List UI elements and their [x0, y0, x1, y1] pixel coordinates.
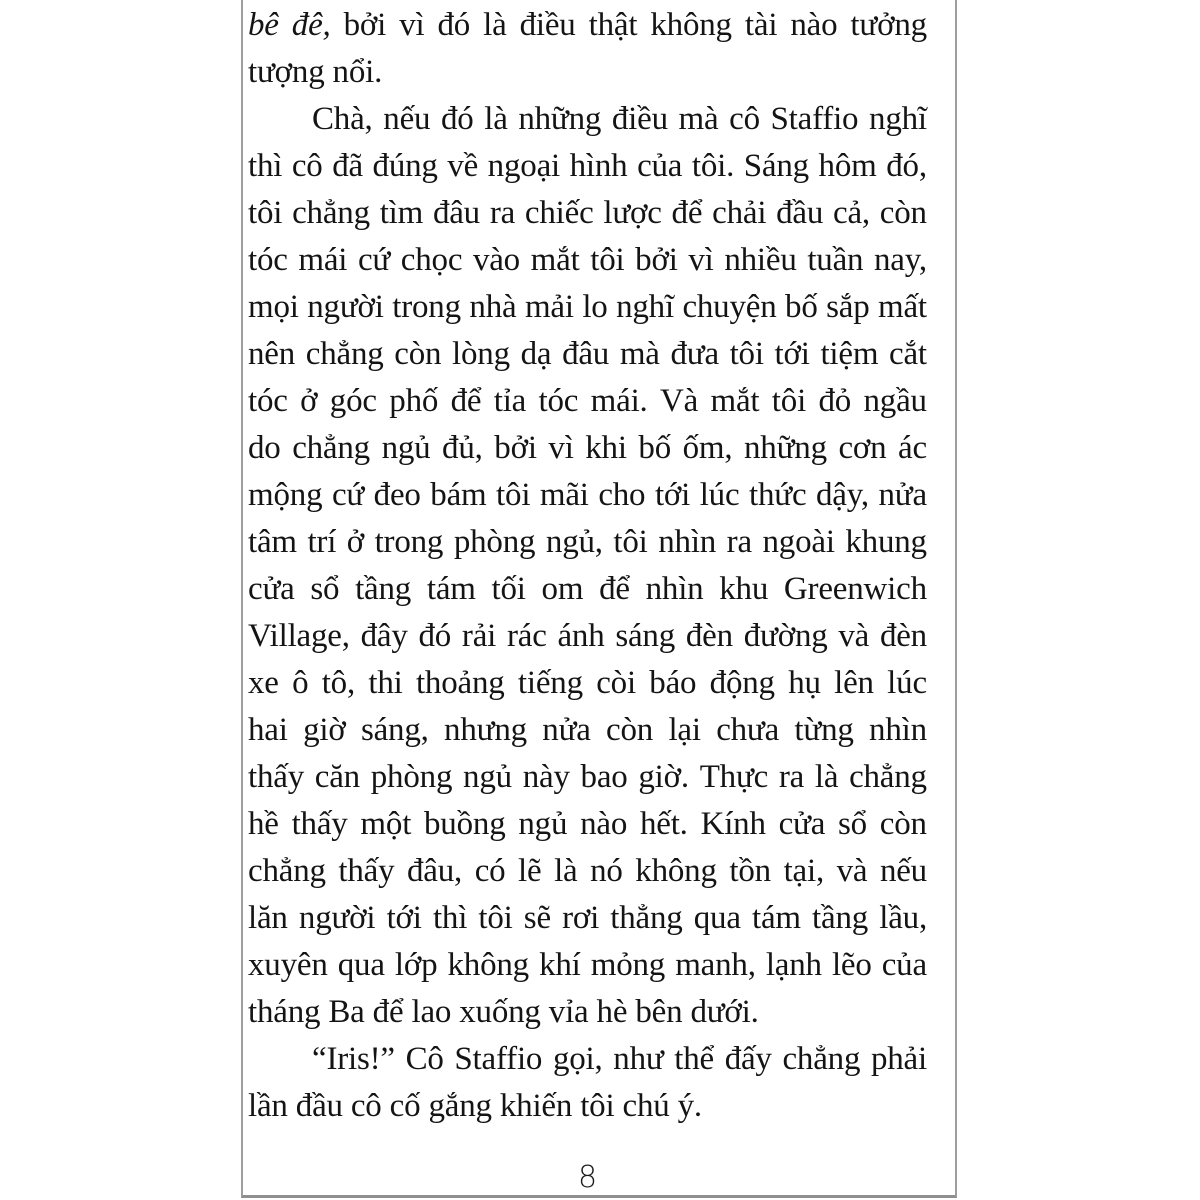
body-text — [248, 2, 927, 1130]
word: phòng — [453, 524, 536, 560]
word: rác — [506, 618, 547, 654]
word: trí — [307, 524, 337, 560]
word: mắt — [710, 383, 760, 419]
word: bố — [638, 430, 672, 466]
word: thức — [748, 477, 807, 513]
text-line — [248, 237, 927, 284]
word: đã — [332, 148, 363, 184]
word: thấy — [248, 759, 305, 795]
word: ánh — [557, 618, 605, 654]
word: mà — [678, 101, 719, 137]
word: vì — [688, 242, 714, 278]
word: cắt — [889, 336, 927, 372]
text-line — [248, 2, 927, 49]
word: về — [447, 148, 479, 184]
word: đâu, — [407, 853, 463, 889]
word: nửa — [878, 477, 927, 513]
word: nào — [790, 7, 838, 43]
word: chưa — [716, 712, 780, 748]
text-line — [248, 331, 927, 378]
word: Greenwich — [783, 571, 927, 607]
word: lúc — [699, 477, 740, 513]
word: còn — [879, 195, 927, 231]
word: phải — [870, 1041, 927, 1077]
word: qua — [337, 947, 385, 983]
word: người — [298, 900, 376, 936]
word: báo — [649, 665, 697, 701]
word: cứ — [331, 477, 365, 513]
word: do — [248, 430, 281, 466]
word: bởi — [343, 7, 387, 43]
word: lạnh — [765, 947, 822, 983]
word: nghĩ — [869, 101, 927, 137]
word: ra — [778, 759, 805, 795]
word: lòng — [452, 336, 510, 372]
word: tô, — [321, 665, 356, 701]
word: lo — [582, 289, 608, 325]
word: thật — [588, 7, 638, 43]
word: tầng — [812, 900, 869, 936]
word: thấy — [291, 806, 348, 842]
word: tóc — [538, 383, 579, 419]
word: Chà, — [312, 101, 373, 137]
word: hình — [569, 148, 628, 184]
word: mọi — [248, 289, 299, 325]
text-line — [248, 848, 927, 895]
word: lớp — [394, 947, 438, 983]
word: mải — [524, 289, 574, 325]
word: tiếng — [517, 665, 583, 701]
word: ngủ — [463, 759, 512, 795]
word: chẳng — [292, 195, 370, 231]
word: thấy — [338, 853, 395, 889]
word: ra — [489, 195, 516, 231]
word: manh, — [675, 947, 756, 983]
word: từng — [794, 712, 854, 748]
word: rải — [461, 618, 497, 654]
word: đường — [743, 618, 828, 654]
word: sổ — [838, 806, 867, 842]
word: bố — [785, 289, 818, 325]
word: cho — [598, 477, 646, 513]
text-line — [248, 472, 927, 519]
word: ác — [898, 430, 927, 466]
word: đỏ — [818, 383, 852, 419]
word: tuần — [807, 242, 864, 278]
text-line — [248, 49, 927, 96]
word: mỏng — [590, 947, 666, 983]
word: để — [599, 571, 630, 607]
word: như — [613, 1041, 664, 1077]
word: nếu — [383, 101, 431, 137]
word: thoảng — [415, 665, 505, 701]
word: không — [650, 7, 732, 43]
text-line — [248, 707, 927, 754]
word: vì — [399, 7, 425, 43]
word: sắp — [826, 289, 870, 325]
word: lẽo — [831, 947, 872, 983]
word: phòng — [370, 759, 453, 795]
word: nửa — [542, 712, 591, 748]
word: hai — [248, 712, 288, 748]
word: trong — [374, 524, 444, 560]
word: bởi — [494, 430, 537, 466]
line-text: lần đầu cô cố gắng khiến tôi chú ý. — [248, 1088, 702, 1124]
word: đấy — [724, 1041, 772, 1077]
word: cả, — [833, 195, 870, 231]
word: đèn — [685, 618, 733, 654]
text-line — [248, 754, 927, 801]
word: Staffio — [770, 101, 859, 137]
word: đâu — [562, 336, 610, 372]
text-line — [248, 378, 927, 425]
word: mộng — [248, 477, 323, 513]
word: để — [671, 195, 703, 231]
word: điều — [519, 7, 576, 43]
word: tìm — [379, 195, 424, 231]
text-line — [248, 190, 927, 237]
word: đèn — [879, 618, 927, 654]
word: tài — [744, 7, 778, 43]
page-number: 8 — [577, 1160, 598, 1195]
word: Cô — [405, 1041, 444, 1077]
word: khi — [585, 430, 627, 466]
word: ốm, — [682, 430, 733, 466]
word: khí — [539, 947, 581, 983]
word: cửa — [778, 806, 826, 842]
word: chẳng — [305, 336, 384, 372]
word: nhìn — [869, 712, 927, 748]
word: lại — [668, 712, 701, 748]
word: bởi — [635, 242, 678, 278]
word: của — [881, 947, 927, 983]
word: bám — [430, 477, 487, 513]
word: giờ. — [638, 759, 689, 795]
word: rơi — [562, 900, 600, 936]
word: ở — [346, 524, 365, 560]
line-text: tượng nổi. — [248, 54, 383, 90]
word: xuyên — [248, 947, 328, 983]
word: nó — [590, 853, 623, 889]
word: tóc — [248, 383, 288, 419]
text-line — [248, 1036, 927, 1083]
word: tới — [386, 900, 422, 936]
word: để — [450, 383, 482, 419]
word: đây — [360, 618, 408, 654]
word: bao — [580, 759, 628, 795]
word: tôi. — [691, 148, 735, 184]
word: ngầu — [863, 383, 927, 419]
word: lẽ — [518, 853, 542, 889]
word: Sáng — [743, 148, 809, 184]
word: và — [838, 618, 870, 654]
word: khu — [719, 571, 769, 607]
word: Thực — [699, 759, 769, 795]
word: tiệm — [820, 336, 879, 372]
word: tôi — [496, 477, 531, 513]
word: căn — [314, 759, 360, 795]
word: nghĩ — [616, 289, 674, 325]
word: góc — [329, 383, 377, 419]
word: lầu, — [879, 900, 927, 936]
word: ở — [300, 383, 318, 419]
word: những — [518, 101, 602, 137]
text-line — [248, 519, 927, 566]
word: tám — [751, 900, 801, 936]
word: mãi — [539, 477, 589, 513]
word: đúng — [372, 148, 438, 184]
word: của — [637, 148, 683, 184]
word: ngoại — [487, 148, 560, 184]
word: người — [307, 289, 384, 325]
word: là — [814, 759, 839, 795]
word: dậy, — [815, 477, 869, 513]
text-line — [248, 143, 927, 190]
word: là — [554, 853, 578, 889]
word: động — [709, 665, 775, 701]
word: chọc — [400, 242, 463, 278]
word: dạ — [520, 336, 552, 372]
word: bê — [248, 7, 279, 43]
text-line — [248, 96, 927, 143]
word: đưa — [670, 336, 719, 372]
word: xe — [248, 665, 279, 701]
word: tỉa — [493, 383, 527, 419]
word: tôi — [613, 524, 648, 560]
word: lăn — [248, 900, 288, 936]
word: trong — [392, 289, 461, 325]
word: tầng — [355, 571, 412, 607]
word: thể — [674, 1041, 714, 1077]
word: tại, — [783, 853, 824, 889]
word: lược — [603, 195, 662, 231]
word: nay, — [874, 242, 927, 278]
word: ngủ — [381, 430, 431, 466]
word: cô — [291, 148, 323, 184]
word: điều — [611, 101, 668, 137]
word: còn — [606, 712, 654, 748]
word: tóc — [248, 242, 288, 278]
word: lên — [834, 665, 874, 701]
word: chẳng — [849, 759, 927, 795]
word: còn — [394, 336, 442, 372]
text-line — [248, 566, 927, 613]
word: tối — [491, 571, 526, 607]
word: sáng, — [360, 712, 429, 748]
word: vào — [472, 242, 520, 278]
word: om — [541, 571, 584, 607]
text-column — [243, 0, 955, 1196]
word: đâu — [432, 195, 480, 231]
word: đó, — [886, 148, 927, 184]
word: tới — [774, 336, 810, 372]
word: nhà — [469, 289, 517, 325]
word: cửa — [248, 571, 295, 607]
word: nhiều — [724, 242, 797, 278]
word: lúc — [887, 665, 927, 701]
word: chuyện — [682, 289, 777, 325]
word: đeo — [373, 477, 421, 513]
word: này — [522, 759, 570, 795]
word: thẳng — [610, 900, 683, 936]
word: Và — [660, 383, 699, 419]
word: vì — [548, 430, 574, 466]
word: sáng — [615, 618, 676, 654]
word: Kính — [700, 806, 766, 842]
word: ngủ — [518, 806, 568, 842]
word: cô — [729, 101, 760, 137]
word: nhìn — [658, 524, 717, 560]
text-line — [248, 942, 927, 989]
word: “Iris!” — [312, 1041, 395, 1077]
word: nào — [580, 806, 628, 842]
word: hôm — [818, 148, 877, 184]
word: thì — [432, 900, 468, 936]
word: những — [744, 430, 827, 466]
word: hết. — [639, 806, 688, 842]
word: Staffio — [454, 1041, 543, 1077]
word: sổ — [310, 571, 340, 607]
word: tâm — [248, 524, 297, 560]
word: tôi — [771, 383, 807, 419]
word: chải — [712, 195, 767, 231]
word: mất — [878, 289, 927, 325]
word: cứ — [357, 242, 391, 278]
word: đủ, — [442, 430, 483, 466]
word: nhìn — [645, 571, 704, 607]
text-line — [248, 613, 927, 660]
book-page — [241, 0, 957, 1198]
word: nên — [248, 336, 296, 372]
word: mái — [298, 242, 348, 278]
word: mà — [619, 336, 660, 372]
word: đầu — [776, 195, 824, 231]
word: qua — [693, 900, 741, 936]
word: còn — [879, 806, 927, 842]
word: tôi — [590, 242, 625, 278]
word: chẳng — [292, 430, 370, 466]
word: mắt — [530, 242, 580, 278]
word: còi — [596, 665, 636, 701]
word: sẽ — [523, 900, 551, 936]
word: tôi — [478, 900, 513, 936]
word: và — [836, 853, 868, 889]
word: khung — [845, 524, 927, 560]
word: một — [360, 806, 412, 842]
word: không — [447, 947, 529, 983]
word: ô — [292, 665, 309, 701]
word: buồng — [424, 806, 506, 842]
word: tới — [654, 477, 691, 513]
text-line — [248, 895, 927, 942]
word: tưởng — [850, 7, 927, 43]
text-line — [248, 425, 927, 472]
word: đó — [418, 618, 452, 654]
word: đó — [437, 7, 471, 43]
word: có — [474, 853, 506, 889]
word: đê, — [291, 7, 331, 43]
word: mái. — [590, 383, 648, 419]
word: đó — [440, 101, 474, 137]
word: gọi, — [552, 1041, 603, 1077]
text-line — [248, 1083, 927, 1130]
word: hụ — [788, 665, 821, 701]
word: chẳng — [782, 1041, 861, 1077]
word: ngoài — [762, 524, 835, 560]
word: thi — [368, 665, 403, 701]
word: tồn — [729, 853, 771, 889]
word: là — [483, 7, 507, 43]
word: hề — [248, 806, 279, 842]
word: tám — [426, 571, 476, 607]
word: chiếc — [524, 195, 594, 231]
word: Village, — [248, 618, 350, 654]
word: tôi — [729, 336, 764, 372]
line-text: tháng Ba để lao xuống vỉa hè bên dưới. — [248, 994, 759, 1030]
text-line — [248, 284, 927, 331]
word: nếu — [879, 853, 927, 889]
word: cơn — [838, 430, 887, 466]
word: tôi — [248, 195, 283, 231]
word: không — [635, 853, 717, 889]
word: ngủ, — [545, 524, 603, 560]
word: thì — [248, 148, 283, 184]
word: ra — [726, 524, 752, 560]
word: chẳng — [248, 853, 326, 889]
text-line — [248, 660, 927, 707]
text-line — [248, 801, 927, 848]
word: phố — [389, 383, 439, 419]
word: nhưng — [444, 712, 527, 748]
word: giờ — [303, 712, 346, 748]
text-line — [248, 989, 927, 1036]
word: là — [484, 101, 508, 137]
